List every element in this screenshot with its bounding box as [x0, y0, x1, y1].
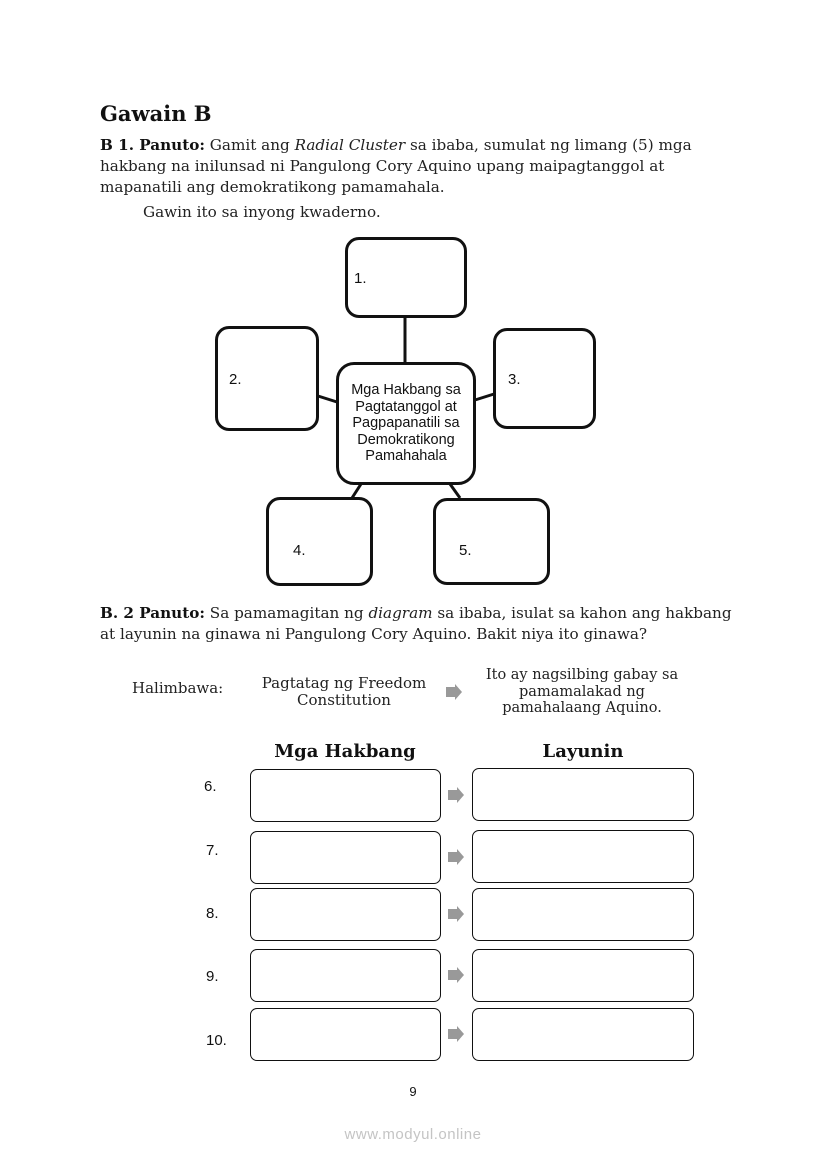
- row-number: 6.: [204, 778, 217, 795]
- layunin-answer-box[interactable]: [472, 949, 694, 1002]
- arrow-right-icon: [448, 1026, 464, 1042]
- cluster-box-2[interactable]: [215, 326, 319, 431]
- activity-title: Gawain B: [100, 101, 212, 126]
- cluster-box-4-label: 4.: [293, 542, 306, 559]
- b1-text-after: sa ibaba, sumulat ng limang (5) mga hakbang na inilunsad ni Pangulong Cory Aquino upang maipagtanggol at mapanatili ang demokratikong pamamahala.: [100, 136, 692, 196]
- column-header-layunin: Layunin: [542, 741, 624, 762]
- example-arrow-icon: [446, 684, 462, 700]
- example-goal: Ito ay nagsilbing gabay sa pamamalakad ng pamahalaang Aquino.: [485, 667, 679, 716]
- b2-text-before: Sa pamamagitan ng: [204, 604, 369, 622]
- arrow-right-icon: [448, 906, 464, 922]
- connector-4: [352, 484, 361, 498]
- example-step: Pagtatag ng Freedom Constitution: [261, 674, 427, 709]
- b1-label: B 1. Panuto:: [100, 136, 205, 154]
- hakbang-answer-box[interactable]: [250, 888, 441, 941]
- hakbang-answer-box[interactable]: [250, 1008, 441, 1061]
- b1-italic-term: Radial Cluster: [294, 136, 406, 154]
- b2-label: B. 2 Panuto:: [100, 604, 205, 622]
- cluster-center-box: [336, 362, 476, 485]
- cluster-box-1-label: 1.: [354, 270, 367, 287]
- cluster-box-5[interactable]: [433, 498, 550, 585]
- cluster-box-3-label: 3.: [508, 371, 521, 388]
- hakbang-answer-box[interactable]: [250, 769, 441, 822]
- cluster-box-4[interactable]: [266, 497, 373, 586]
- connector-2: [318, 396, 337, 402]
- cluster-box-3[interactable]: [493, 328, 596, 429]
- layunin-answer-box[interactable]: [472, 888, 694, 941]
- hakbang-answer-box[interactable]: [250, 831, 441, 884]
- arrow-right-icon: [448, 967, 464, 983]
- b1-note: Gawin ito sa inyong kwaderno.: [143, 203, 381, 221]
- watermark: www.modyul.online: [344, 1126, 482, 1143]
- layunin-answer-box[interactable]: [472, 830, 694, 883]
- cluster-center-text: Mga Hakbang sa Pagtatanggol at Pagpapanatili sa Demokratikong Pamahahala: [351, 382, 461, 465]
- b2-italic-term: diagram: [368, 604, 433, 622]
- cluster-box-1[interactable]: [345, 237, 467, 318]
- layunin-answer-box[interactable]: [472, 1008, 694, 1061]
- b2-instructions: [100, 603, 740, 645]
- example-label: Halimbawa:: [132, 679, 224, 697]
- row-number: 10.: [206, 1032, 227, 1049]
- b1-text-before: Gamit ang: [204, 136, 295, 154]
- cluster-box-5-label: 5.: [459, 542, 472, 559]
- arrow-right-icon: [448, 787, 464, 803]
- connector-3: [475, 394, 494, 400]
- row-number: 9.: [206, 968, 219, 985]
- layunin-answer-box[interactable]: [472, 768, 694, 821]
- connector-5: [450, 484, 460, 498]
- row-number: 7.: [206, 842, 219, 859]
- row-number: 8.: [206, 905, 219, 922]
- arrow-right-icon: [448, 849, 464, 865]
- column-header-hakbang: Mga Hakbang: [274, 741, 416, 762]
- page-number: 9: [409, 1084, 417, 1099]
- hakbang-answer-box[interactable]: [250, 949, 441, 1002]
- cluster-box-2-label: 2.: [229, 371, 242, 388]
- b2-text-after: sa ibaba, isulat sa kahon ang hakbang at layunin na ginawa ni Pangulong Cory Aquino. Bakit niya ito ginawa?: [100, 604, 732, 643]
